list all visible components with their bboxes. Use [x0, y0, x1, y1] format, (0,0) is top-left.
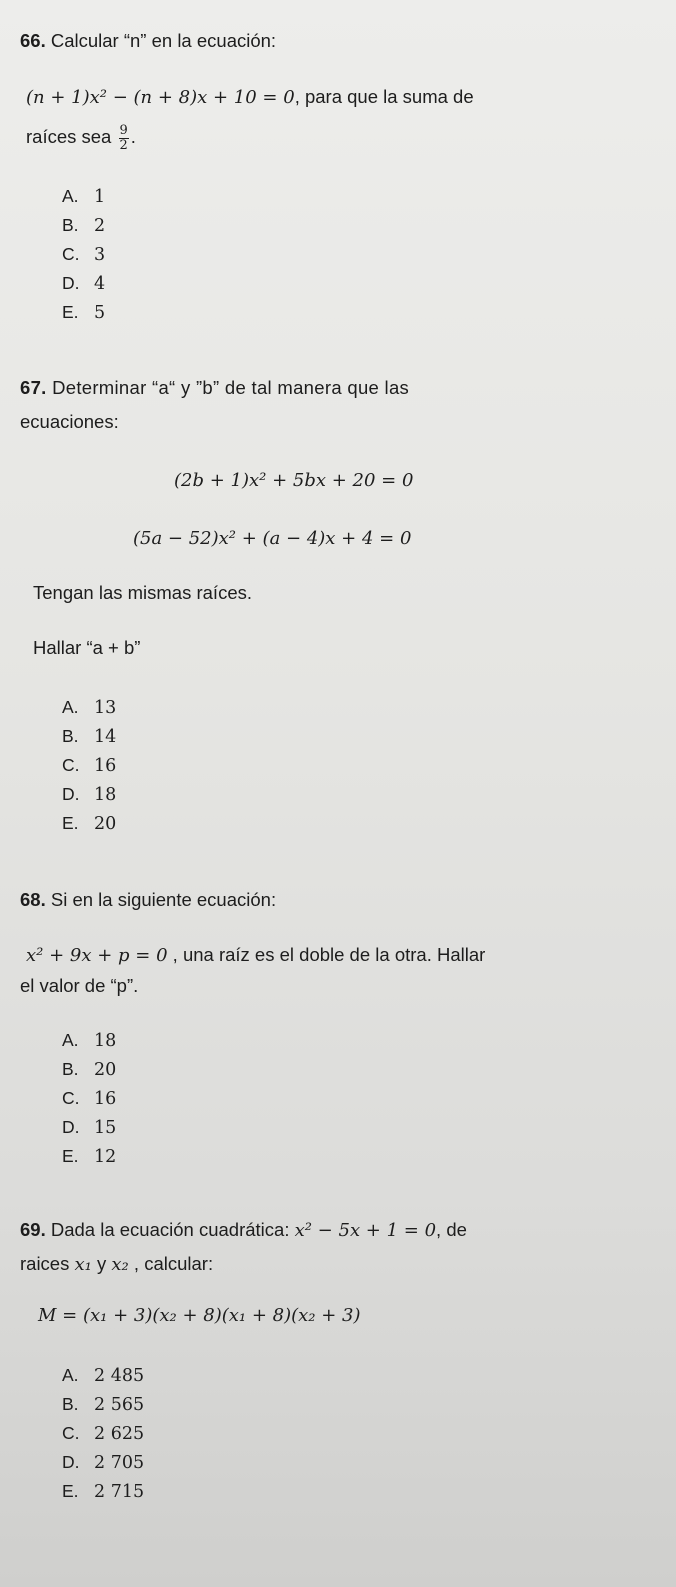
q68-equation-line	[26, 944, 485, 966]
q67-option-d[interactable]	[62, 784, 116, 805]
option-value: 16	[94, 1089, 117, 1109]
q66-equation-line	[26, 86, 474, 108]
option-value: 2 625	[94, 1424, 145, 1444]
q69-heading-text: Dada la ecuación cuadrática:	[45, 1219, 295, 1240]
q66-number: 66.	[20, 30, 46, 51]
q69-heading	[20, 1219, 467, 1241]
q69-heading-equation: x² − 5x + 1 = 0	[294, 1220, 437, 1241]
q67-option-b[interactable]	[62, 726, 116, 747]
option-letter: C.	[62, 1423, 80, 1443]
q66-frac-den: 2	[119, 137, 128, 153]
q69-x2: x₂	[111, 1254, 129, 1275]
q68-option-e[interactable]	[62, 1146, 116, 1167]
q69-option-b[interactable]	[62, 1394, 144, 1415]
option-letter: C.	[62, 755, 80, 775]
option-letter: A.	[62, 697, 79, 717]
option-letter: B.	[62, 215, 79, 235]
q69-number: 69.	[20, 1219, 46, 1240]
q69-line2-text: raices	[20, 1253, 75, 1274]
option-value: 20	[94, 1060, 117, 1080]
q69-line2-tail: , calcular:	[128, 1253, 214, 1274]
q68-option-a[interactable]	[62, 1030, 116, 1051]
q67-equation-1: (2b + 1)x² + 5bx + 20 = 0	[174, 470, 414, 491]
option-letter: D.	[62, 784, 80, 804]
option-letter: C.	[62, 244, 80, 264]
q67-number: 67.	[20, 377, 47, 398]
q66-heading-text: Calcular “n” en la ecuación:	[45, 30, 277, 51]
q69-x1: x₁	[74, 1254, 92, 1275]
q67-line4: Hallar “a + b”	[33, 637, 141, 658]
option-letter: E.	[62, 813, 79, 833]
option-value: 15	[94, 1118, 117, 1138]
q67-option-a[interactable]	[62, 697, 116, 718]
option-value: 20	[94, 814, 117, 834]
q67-option-c[interactable]	[62, 755, 116, 776]
q67-line2: ecuaciones:	[20, 411, 119, 432]
q68-eq-tail: , una raíz es el doble de la otra. Hallar	[167, 944, 486, 965]
q68-option-b[interactable]	[62, 1059, 116, 1080]
q69-option-d[interactable]	[62, 1452, 144, 1473]
q68-number: 68.	[20, 889, 46, 910]
option-value: 2	[94, 216, 106, 236]
option-value: 5	[94, 303, 106, 323]
option-letter: C.	[62, 1088, 80, 1108]
option-value: 14	[94, 727, 117, 747]
q68-option-d[interactable]	[62, 1117, 116, 1138]
q68-heading	[20, 889, 276, 911]
q66-option-e[interactable]	[62, 302, 105, 323]
q66-heading	[20, 30, 276, 52]
q67-heading	[20, 377, 409, 399]
q69-y: y	[91, 1253, 112, 1274]
option-letter: D.	[62, 1452, 80, 1472]
option-letter: B.	[62, 726, 79, 746]
q69-line2	[20, 1253, 213, 1275]
q67-heading-text: Determinar “a“ y ”b” de tal manera que las	[46, 377, 410, 398]
q69-heading-tail: , de	[436, 1219, 467, 1240]
option-value: 1	[94, 187, 106, 207]
q67-line3: Tengan las mismas raíces.	[33, 582, 253, 603]
option-letter: A.	[62, 1030, 79, 1050]
q67-equation-2: (5a − 52)x² + (a − 4)x + 4 = 0	[133, 528, 412, 549]
option-letter: D.	[62, 273, 80, 293]
option-value: 2 715	[94, 1482, 145, 1502]
option-letter: A.	[62, 186, 79, 206]
option-value: 2 705	[94, 1453, 145, 1473]
option-letter: E.	[62, 1481, 79, 1501]
q66-frac-num: 9	[119, 123, 128, 138]
q66-option-b[interactable]	[62, 215, 105, 236]
option-value: 2 485	[94, 1366, 145, 1386]
q68-option-c[interactable]	[62, 1088, 116, 1109]
option-value: 18	[94, 785, 117, 805]
option-letter: B.	[62, 1394, 79, 1414]
option-letter: D.	[62, 1117, 80, 1137]
q66-option-c[interactable]	[62, 244, 105, 265]
option-letter: B.	[62, 1059, 79, 1079]
q66-option-a[interactable]	[62, 186, 105, 207]
option-value: 3	[94, 245, 106, 265]
q66-option-d[interactable]	[62, 273, 105, 294]
option-letter: A.	[62, 1365, 79, 1385]
option-value: 12	[94, 1147, 117, 1167]
q68-heading-text: Si en la siguiente ecuación:	[45, 889, 277, 910]
q66-frac-tail: .	[130, 126, 136, 148]
q66-line3-text: raíces sea	[26, 126, 117, 148]
option-value: 2 565	[94, 1395, 145, 1415]
q66-fraction	[119, 124, 129, 152]
q68-equation: x² + 9x + p = 0	[26, 945, 168, 966]
q68-line3: el valor de “p”.	[20, 975, 139, 996]
option-value: 16	[94, 756, 117, 776]
option-letter: E.	[62, 1146, 79, 1166]
q66-eq-tail: , para que la suma de	[294, 86, 474, 107]
q69-equation: M = (x₁ + 3)(x₂ + 8)(x₁ + 8)(x₂ + 3)	[38, 1305, 361, 1326]
option-value: 18	[94, 1031, 117, 1051]
option-value: 13	[94, 698, 117, 718]
option-letter: E.	[62, 302, 79, 322]
q69-option-c[interactable]	[62, 1423, 144, 1444]
q66-equation: (n + 1)x² − (n + 8)x + 10 = 0	[26, 87, 295, 108]
q69-option-e[interactable]	[62, 1481, 144, 1502]
q69-option-a[interactable]	[62, 1365, 144, 1386]
q66-line3	[26, 124, 136, 152]
option-value: 4	[94, 274, 106, 294]
q67-option-e[interactable]	[62, 813, 116, 834]
